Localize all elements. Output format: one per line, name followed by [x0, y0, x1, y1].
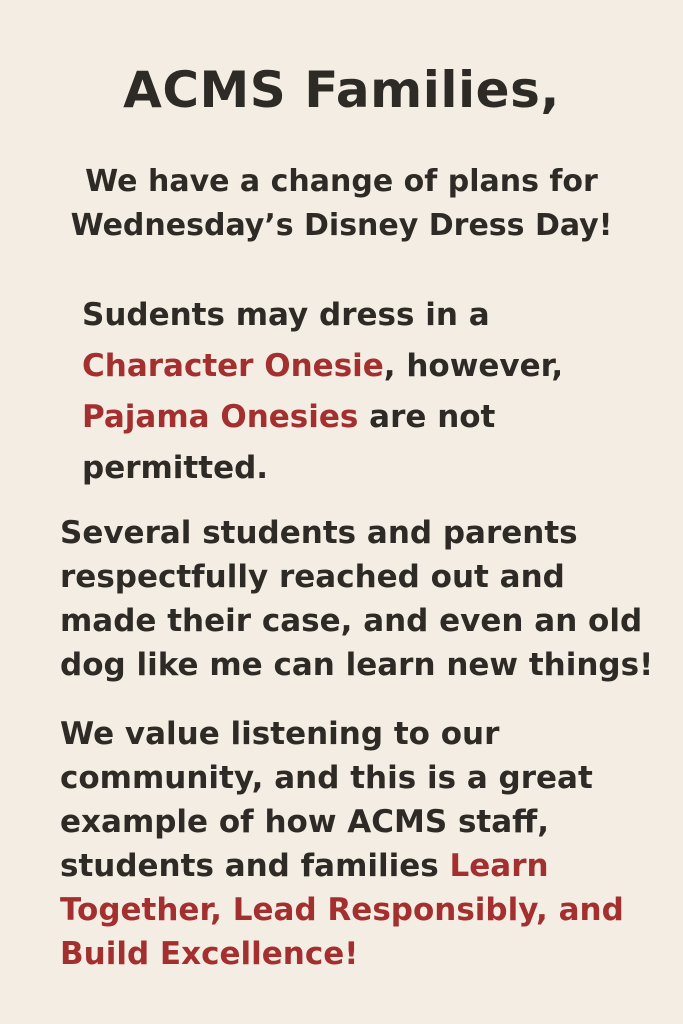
values-paragraph	[60, 712, 670, 976]
rule-line-2	[82, 341, 662, 392]
values-line-2: community, and this is a great	[60, 760, 593, 796]
intro-line-1: We have a change of plans for	[85, 164, 598, 199]
rule-line-3	[82, 392, 662, 443]
values-line-3: example of how ACMS staff,	[60, 804, 550, 840]
values-line-6: Build Excellence!	[60, 936, 359, 972]
values-line-4-prefix: students and families	[60, 848, 450, 884]
reason-line-4: dog like me can learn new things!	[60, 647, 654, 683]
values-line-4	[60, 844, 670, 888]
values-line-1: We value listening to our	[60, 716, 500, 752]
character-onesie-highlight: Character Onesie	[82, 348, 384, 384]
reason-line-3: made their case, and even an old	[60, 603, 643, 639]
page-title: ACMS Families,	[123, 61, 560, 119]
rule-line-4: permitted.	[82, 450, 269, 486]
intro-paragraph	[0, 160, 683, 248]
intro-line-2: Wednesday’s Disney Dress Day!	[70, 208, 613, 243]
reason-line-1: Several students and parents	[60, 515, 578, 551]
learn-highlight: Learn	[449, 848, 549, 884]
values-line-5: Together, Lead Responsibly, and	[60, 892, 624, 928]
reason-line-2: respectfully reached out and	[60, 559, 565, 595]
rule-line-2-rest: , however,	[383, 348, 564, 384]
pajama-onesies-highlight: Pajama Onesies	[82, 399, 359, 435]
dress-rule-paragraph	[82, 290, 662, 494]
rule-line-1: Sudents may dress in a	[82, 297, 490, 333]
rule-line-3-rest: are not	[358, 399, 496, 435]
reason-paragraph	[60, 511, 670, 687]
